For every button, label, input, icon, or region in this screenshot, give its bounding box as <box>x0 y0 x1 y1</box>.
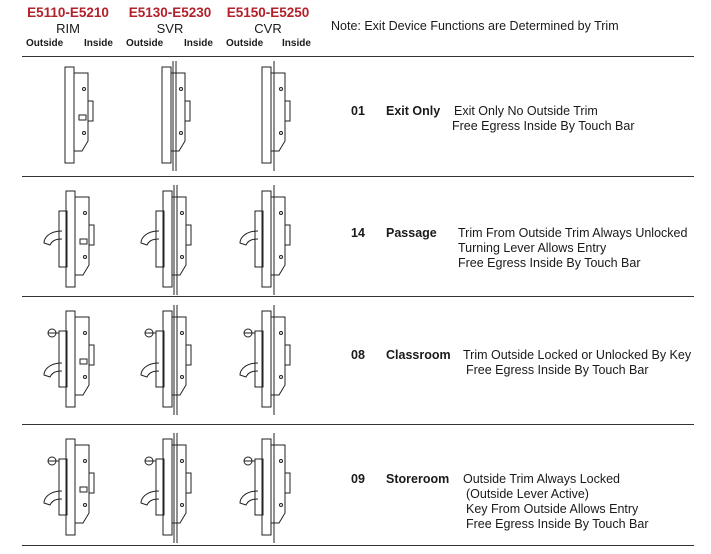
function-description <box>454 104 635 134</box>
function-code: 08 <box>351 348 365 362</box>
function-row-storeroom <box>0 425 711 545</box>
function-description <box>463 472 649 532</box>
rim-device-key-lever-icon <box>40 311 110 411</box>
description-line: Free Egress Inside By Touch Bar <box>466 517 649 531</box>
function-row-exit-only <box>0 57 711 175</box>
description-line: Free Egress Inside By Touch Bar <box>466 363 649 377</box>
inside-label-rim: Inside <box>84 38 113 49</box>
function-name: Exit Only <box>386 104 441 118</box>
outside-label-cvr: Outside <box>226 38 264 49</box>
description-line: Key From Outside Allows Entry <box>466 502 639 516</box>
model-svr: E5130-E5230 <box>128 5 212 20</box>
description-line: Exit Only No Outside Trim <box>454 104 598 118</box>
outside-label-rim: Outside <box>26 38 64 49</box>
description-line: Free Egress Inside By Touch Bar <box>458 256 641 270</box>
function-row-classroom <box>0 297 711 415</box>
description-line: Turning Lever Allows Entry <box>458 241 607 255</box>
function-name: Passage <box>386 226 437 240</box>
type-cvr: CVR <box>254 21 282 36</box>
function-row-passage <box>0 177 711 295</box>
function-description <box>463 348 691 378</box>
rim-device-lever-icon <box>40 191 110 291</box>
function-code: 09 <box>351 472 365 486</box>
type-rim: RIM <box>56 21 80 36</box>
description-line: (Outside Lever Active) <box>466 487 589 501</box>
inside-label-cvr: Inside <box>282 38 311 49</box>
cvr-device-key-lever-icon <box>236 439 306 539</box>
function-name: Storeroom <box>386 472 450 486</box>
description-line: Free Egress Inside By Touch Bar <box>452 119 635 133</box>
description-line: Outside Trim Always Locked <box>463 472 621 486</box>
bottom-divider <box>22 545 694 546</box>
trim-note: Note: Exit Device Functions are Determined by Trim <box>331 19 619 33</box>
outside-label-svr: Outside <box>126 38 164 49</box>
cvr-device-icon <box>252 67 312 167</box>
model-cvr: E5150-E5250 <box>226 5 310 20</box>
model-rim: E5110-E5210 <box>27 5 109 20</box>
function-description <box>458 226 687 271</box>
cvr-device-key-lever-icon <box>236 311 306 411</box>
function-name: Classroom <box>386 348 451 362</box>
function-code: 14 <box>351 226 365 240</box>
svr-device-icon <box>152 67 212 167</box>
cvr-device-lever-icon <box>236 191 306 291</box>
description-line: Trim Outside Locked or Unlocked By Key <box>463 348 692 362</box>
svr-device-key-lever-icon <box>137 311 207 411</box>
description-line: Trim From Outside Trim Always Unlocked <box>458 226 688 240</box>
rim-device-key-lever-icon <box>40 439 110 539</box>
type-svr: SVR <box>156 21 184 36</box>
svr-device-key-lever-icon <box>137 439 207 539</box>
rim-device-icon <box>55 67 115 167</box>
function-code: 01 <box>351 104 365 118</box>
inside-label-svr: Inside <box>184 38 213 49</box>
svr-device-lever-icon <box>137 191 207 291</box>
